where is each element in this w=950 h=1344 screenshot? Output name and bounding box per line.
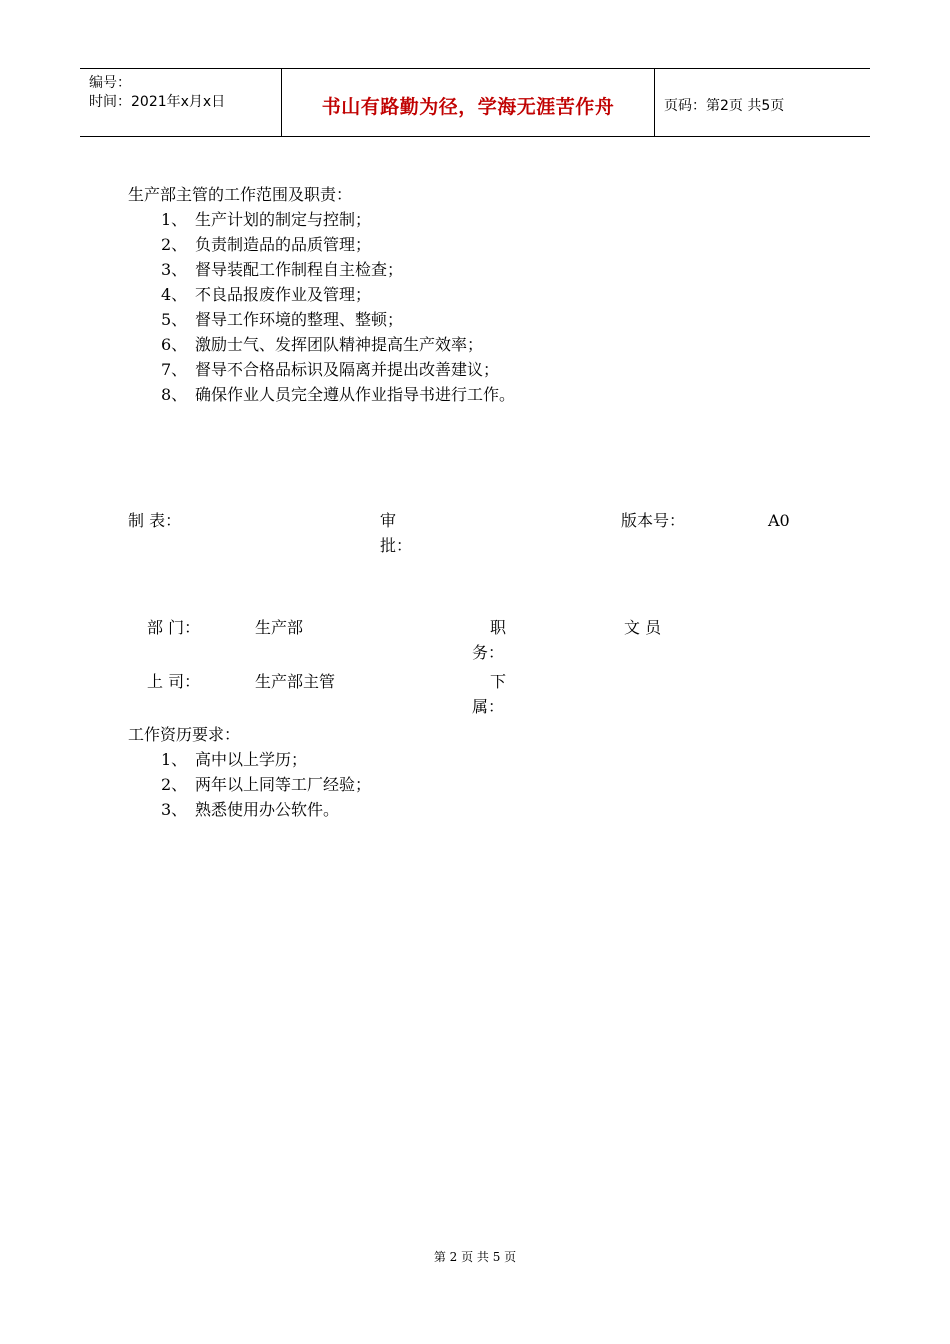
version-label: 版本号： bbox=[621, 511, 686, 530]
boss-label: 上 司： bbox=[147, 672, 201, 691]
boss-value: 生产部主管 bbox=[255, 672, 336, 691]
list-item: 5、 督导工作环境的整理、整顿； bbox=[161, 310, 404, 329]
dept-value: 生产部 bbox=[255, 618, 304, 637]
page-header bbox=[80, 68, 870, 137]
review-label-bottom: 批： bbox=[380, 536, 413, 555]
maker-label: 制 表： bbox=[128, 511, 182, 530]
list-item: 4、 不良品报废作业及管理； bbox=[161, 285, 372, 304]
doc-time-label: 时间：2021年x月x日 bbox=[89, 94, 226, 110]
header-motto: 书山有路勤为径，学海无涯苦作舟 bbox=[321, 96, 615, 118]
subordinate-label-bottom: 属： bbox=[472, 697, 505, 716]
subordinate-label-top: 下 bbox=[490, 672, 507, 691]
job-label-bottom: 务： bbox=[472, 643, 505, 662]
header-left-cell bbox=[80, 69, 282, 136]
header-page-label: 页码：第2页 共5页 bbox=[664, 98, 785, 114]
page-footer: 第 2 页 共 5 页 bbox=[433, 1250, 517, 1264]
dept-label: 部 门： bbox=[147, 618, 201, 637]
doc-number-label: 编号： bbox=[89, 75, 131, 91]
list-item: 6、 激励士气、发挥团队精神提高生产效率； bbox=[161, 335, 484, 354]
responsibilities-list bbox=[128, 207, 515, 407]
qualifications-section bbox=[128, 722, 371, 822]
list-item: 3、 督导装配工作制程自主检查； bbox=[161, 260, 404, 279]
list-item: 1、 生产计划的制定与控制； bbox=[161, 210, 372, 229]
job-value: 文 员 bbox=[624, 618, 662, 637]
responsibilities-title: 生产部主管的工作范围及职责： bbox=[128, 185, 353, 204]
qualifications-title: 工作资历要求： bbox=[128, 725, 241, 744]
list-item: 1、 高中以上学历； bbox=[161, 750, 308, 769]
responsibilities-section bbox=[128, 182, 515, 407]
review-label-top: 审 bbox=[380, 511, 397, 530]
list-item: 2、 负责制造品的品质管理； bbox=[161, 235, 372, 254]
list-item: 8、 确保作业人员完全遵从作业指导书进行工作。 bbox=[161, 385, 516, 404]
job-label-top: 职 bbox=[490, 618, 507, 637]
header-middle-cell bbox=[282, 69, 655, 136]
version-value: A0 bbox=[768, 511, 790, 530]
qualifications-list bbox=[128, 747, 371, 822]
list-item: 3、 熟悉使用办公软件。 bbox=[161, 800, 340, 819]
list-item: 2、 两年以上同等工厂经验； bbox=[161, 775, 372, 794]
list-item: 7、 督导不合格品标识及隔离并提出改善建议； bbox=[161, 360, 500, 379]
header-right-cell bbox=[655, 69, 870, 136]
